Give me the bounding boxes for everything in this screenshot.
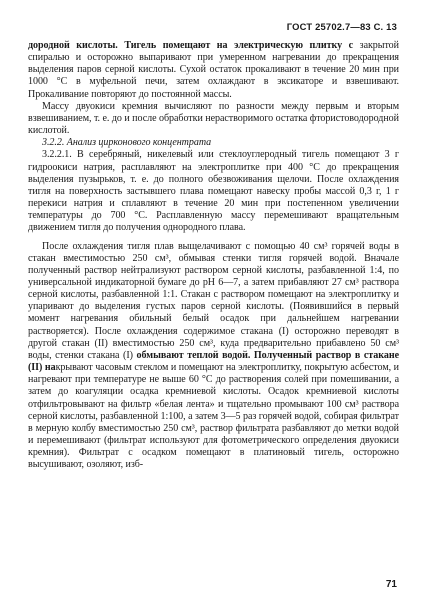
paragraph-leaching	[28, 241, 399, 472]
bold-phrase: обмывают теплой водой. Полученный раствор в стакане (II) на	[28, 349, 399, 374]
page-number: 71	[385, 579, 397, 590]
running-header: ГОСТ 25702.7—83 С. 13	[286, 21, 397, 32]
paragraph-text: Массу двуокиси кремния вычисляют по разности между первым и вторым взвешиванием, т. е. до и после обработки нерастворимого остатка фтористоводородной кислотой.	[28, 100, 399, 137]
paragraph-fusion: 3.2.2.1. В серебряный, никелевый или стеклоуглеродный тигель помещают 3 г гидроокиси натрия, расплавляют на электроплитке при 400 °С до прекращения выделения пузырьков, т. е. до полного обезвоживания щелочи. После охлаждения тигля на поверхность застывшего плава помещают навеску пробы массой 0,3 г, 1 г перекиси натрия и сплавляют в течение 20 мин при постепенном увеличении температуры до 700 °С. Расплавленную массу перемешивают вращательным движением тигля до получения однородного плава.	[28, 149, 399, 234]
paragraph-text: крывают часовым стеклом и помещают на электроплитку, покрытую асбестом, и нагревают при температуре не выше 60 °С до растворения солей при помешивании, а затем до коагуляции осадка кремниевой кислоты. Осадок кремниевой кислоты отфильтровывают на фильтр «белая лента» и тщательно промывают 100 см³ раствора серной кислоты, разбавленной 1:100, а затем 3—5 раз горячей водой, собирая фильтрат в мерную колбу вместимостью 250 см³, раствор фильтрата разбавляют до метки водой и перемешивают (фильтрат используют для фотометрического определения двуокиси кремния). Фильтрат с осадком помещают в платиновый тигель, осторожно высушивают, озоляют, изб-	[28, 362, 399, 471]
body-text	[28, 40, 399, 471]
section-heading: 3.2.2. Анализ цирконового концентрата	[42, 137, 212, 149]
bold-continuation: дородной кислоты. Тигель помещают на электрическую плитку с	[28, 40, 354, 51]
paragraph-text: закрытой спиралью и осторожно выпаривают при умеренном нагревании до прекращения выделения паров серной кислоты. Сухой остаток прокаливают в течение 20 мин при 1000 °С в муфельной печи, затем охлаждают в эксикаторе и взвешивают. Прокаливание повторяют до постоянной массы.	[28, 40, 399, 100]
paragraph-text: После охлаждения тигля плав выщелачивают с помощью 40 см³ горячей воды в стакан вместимостью 250 см³, обмывая стенки тигля горячей водой. Вначале полученный раствор нейтрализуют раствором серной кислоты, разбавленной 1:4, по универсальной индикаторной бумаге до рН 6—7, а затем прибавляют 27 см³ раствора серной кислоты, разбавленной 1:1. Стакан с раствором помещают на электроплитку и упаривают до выделения густых паров серной кислоты. (Появившийся в первый момент нагревания обильный белый осадок при дальнейшем нагревании растворяется). После охлаждения содержимое стакана (I) осторожно переводят в другой стакан (II) вместимостью 250 см³, куда предварительно прибавлено 50 см³ воды, стенки стакана (I)	[28, 240, 399, 361]
paragraph-silica-mass	[28, 101, 399, 137]
paragraph-continuation	[28, 40, 399, 101]
